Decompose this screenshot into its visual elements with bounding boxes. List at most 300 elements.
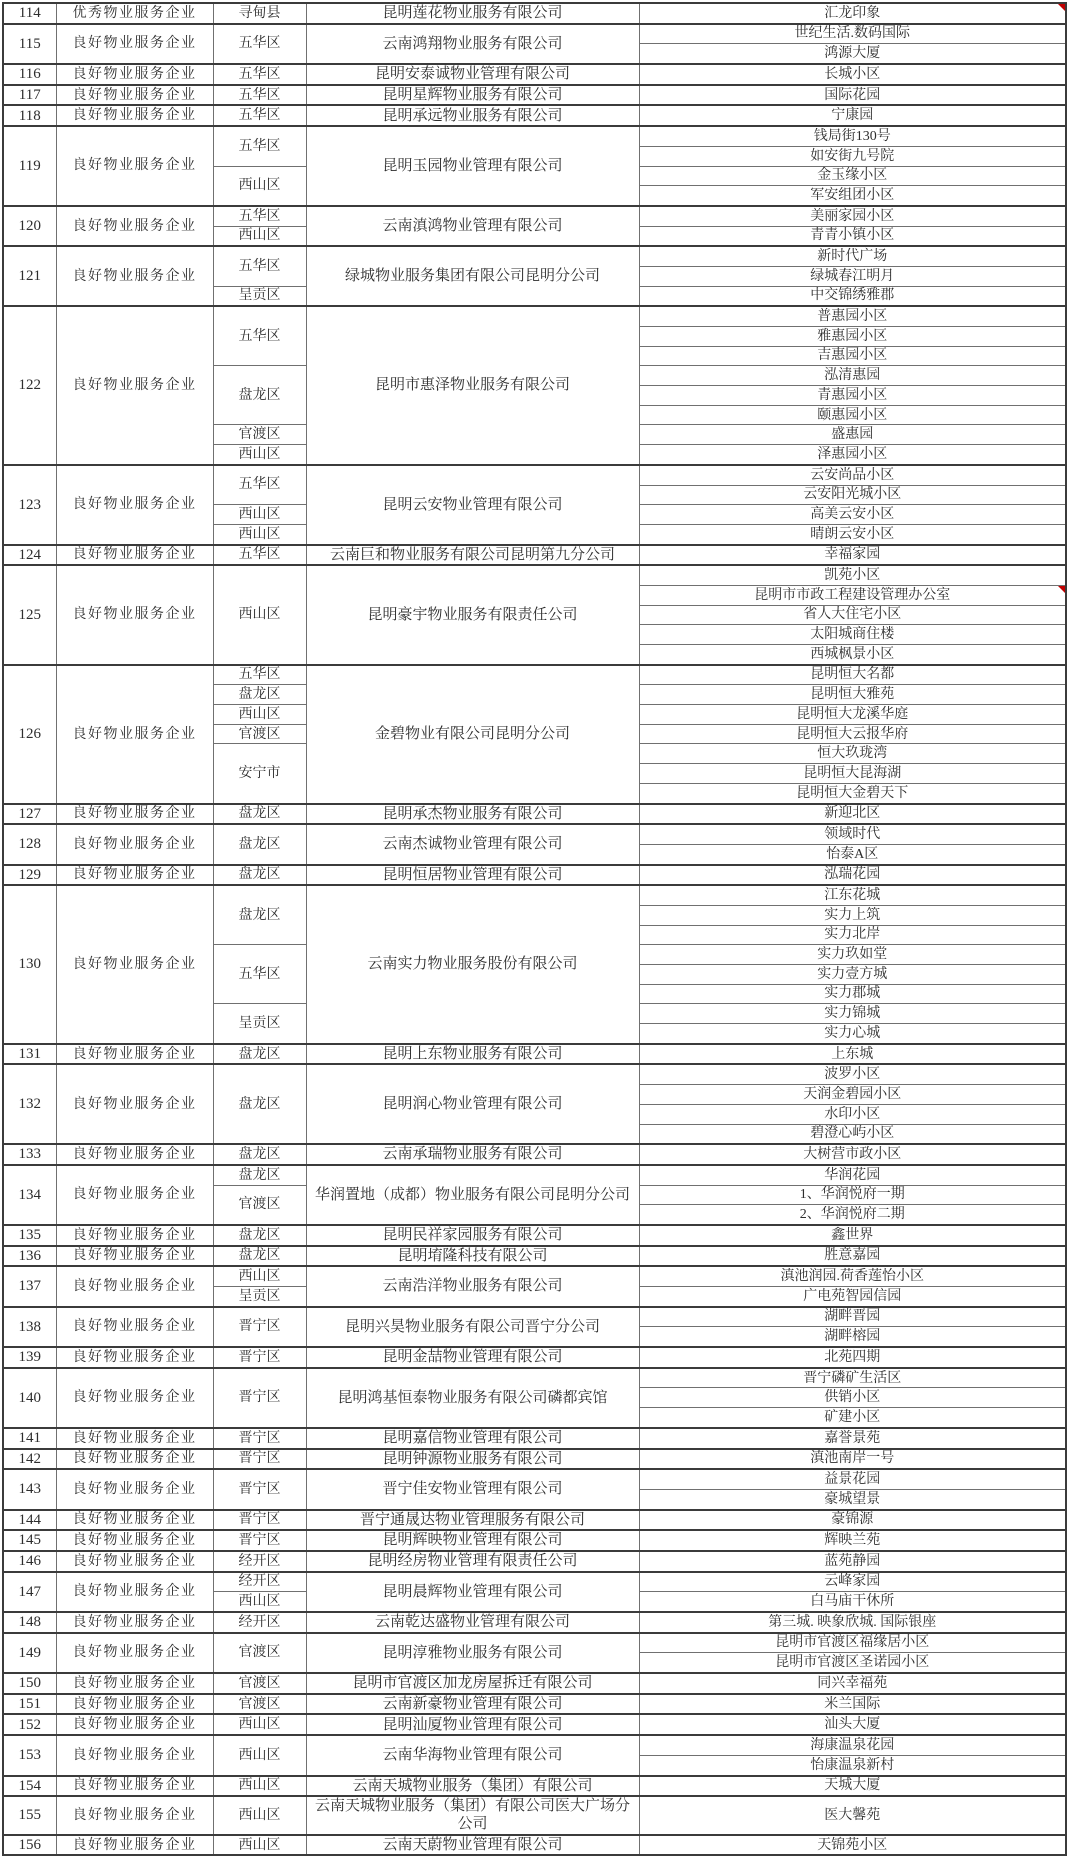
- row-number-cell-text: 153: [18, 1747, 41, 1764]
- district-cell: [213, 1004, 306, 1044]
- row-number-cell: [3, 1735, 56, 1775]
- district-cell: [213, 1796, 306, 1835]
- district-cell-text: 西山区: [238, 1269, 281, 1285]
- row-number-cell-text: 156: [18, 1836, 41, 1853]
- row-number-cell-text: 126: [18, 725, 41, 742]
- rating-cell-text: 良好物业服务企业: [72, 1778, 197, 1794]
- company-cell: [306, 824, 639, 864]
- district-cell: [213, 1144, 306, 1165]
- district-cell-text: 晋宁区: [238, 1533, 281, 1549]
- project-cell: [639, 1368, 1066, 1388]
- row-number-cell: [3, 1694, 56, 1715]
- project-cell: [639, 1673, 1066, 1694]
- row-number-cell: [3, 1428, 56, 1449]
- rating-cell: [56, 465, 213, 545]
- rating-cell-text: 良好物业服务企业: [72, 836, 197, 852]
- project-cell: [639, 804, 1066, 825]
- project-cell: [639, 585, 1066, 605]
- company-cell-text: 昆明兴昊物业服务有限公司晋宁分公司: [344, 1318, 600, 1335]
- project-cell-text: 广电苑智园信园: [803, 1288, 902, 1304]
- company-cell: [306, 1735, 639, 1775]
- rating-cell-text: 良好物业服务企业: [72, 547, 197, 563]
- district-cell: [213, 824, 306, 864]
- company-cell-text: 云南天城物业服务（集团）有限公司: [352, 1777, 593, 1794]
- project-cell-text: 汇龙印象: [824, 5, 881, 21]
- district-cell: [213, 1449, 306, 1470]
- project-cell-text: 昆明市官渡区圣诺园小区: [775, 1655, 930, 1671]
- project-cell: [639, 206, 1066, 226]
- project-cell-text: 滇池南岸一号: [810, 1451, 895, 1467]
- project-cell: [639, 64, 1066, 85]
- row-number-cell-text: 147: [18, 1583, 41, 1600]
- rating-cell-text: 良好物业服务企业: [72, 87, 197, 103]
- project-cell: [639, 665, 1066, 685]
- row-number-cell-text: 137: [18, 1278, 41, 1295]
- table-row: [3, 804, 1066, 825]
- district-cell: [213, 945, 306, 1004]
- district-cell: [213, 64, 306, 85]
- project-cell-text: 2、华润悦府二期: [799, 1207, 905, 1223]
- row-number-cell-text: 154: [18, 1777, 41, 1794]
- project-cell-text: 昆明市官渡区福缘居小区: [775, 1635, 930, 1651]
- district-cell: [213, 1592, 306, 1612]
- rating-cell: [56, 206, 213, 246]
- district-cell-text: 晋宁区: [238, 1512, 281, 1528]
- table-body: [3, 3, 1066, 1855]
- rating-cell: [56, 1347, 213, 1368]
- project-cell-text: 绿城春江明月: [810, 268, 895, 284]
- company-cell-text: 云南天城物业服务（集团）有限公司医大广场分公司: [314, 1798, 630, 1833]
- project-cell: [639, 744, 1066, 764]
- table-row: [3, 306, 1066, 326]
- row-number-cell: [3, 1714, 56, 1735]
- table-row: [3, 824, 1066, 844]
- row-number-cell-text: 132: [18, 1096, 41, 1113]
- table-row: [3, 1307, 1066, 1327]
- company-cell-text: 昆明市惠泽物业服务有限公司: [374, 377, 570, 394]
- table-row: [3, 1064, 1066, 1084]
- company-cell: [306, 1368, 639, 1428]
- project-cell: [639, 1633, 1066, 1653]
- row-number-cell-text: 120: [18, 217, 41, 234]
- row-number-cell-text: 141: [18, 1430, 41, 1446]
- district-cell-text: 西山区: [238, 178, 281, 194]
- district-cell-text: 安宁市: [238, 765, 281, 781]
- row-number-cell-text: 145: [18, 1532, 41, 1549]
- row-number-cell: [3, 1246, 56, 1267]
- rating-cell-text: 良好物业服务企业: [72, 806, 197, 822]
- district-cell-text: 西山区: [238, 1778, 281, 1794]
- rating-cell-text: 良好物业服务企业: [72, 1645, 197, 1661]
- district-cell: [213, 865, 306, 886]
- table-row: [3, 1165, 1066, 1185]
- district-cell: [213, 724, 306, 744]
- company-cell: [306, 1449, 639, 1470]
- district-cell-text: 晋宁区: [238, 1430, 281, 1446]
- project-cell: [639, 645, 1066, 665]
- company-cell-text: 昆明鸿基恒泰物业服务有限公司磷都宾馆: [337, 1389, 608, 1406]
- project-cell: [639, 1776, 1066, 1797]
- project-cell-text: 泽惠园小区: [817, 446, 888, 462]
- project-cell: [639, 565, 1066, 585]
- company-cell: [306, 1796, 639, 1835]
- project-cell-text: 湖畔榕园: [824, 1329, 881, 1345]
- rating-cell-text: 良好物业服务企业: [72, 1390, 197, 1406]
- row-number-cell: [3, 1633, 56, 1673]
- district-cell-text: 晋宁区: [238, 1390, 281, 1406]
- table-row: [3, 105, 1066, 126]
- project-cell: [639, 605, 1066, 625]
- project-cell: [639, 286, 1066, 306]
- row-number-cell: [3, 865, 56, 886]
- project-cell-text: 水印小区: [824, 1106, 881, 1122]
- project-cell-text: 青青小镇小区: [810, 228, 895, 244]
- district-cell-text: 西山区: [238, 1807, 281, 1823]
- company-cell-text: 昆明星辉物业服务有限公司: [382, 86, 563, 103]
- district-cell: [213, 1347, 306, 1368]
- project-cell-text: 医大馨苑: [824, 1807, 881, 1823]
- project-cell: [639, 1246, 1066, 1267]
- company-cell: [306, 804, 639, 825]
- row-number-cell-text: 140: [18, 1389, 41, 1406]
- project-cell: [639, 24, 1066, 44]
- project-cell: [639, 327, 1066, 347]
- rating-cell-text: 良好物业服务企业: [72, 1717, 197, 1733]
- row-number-cell: [3, 1835, 56, 1856]
- district-cell-text: 西山区: [238, 607, 281, 623]
- district-cell: [213, 1612, 306, 1633]
- company-cell-text: 金碧物业有限公司昆明分公司: [374, 725, 570, 742]
- project-cell-text: 金玉缘小区: [817, 168, 888, 184]
- row-number-cell-text: 121: [18, 268, 41, 285]
- project-cell-text: 白马庙干休所: [810, 1594, 895, 1610]
- project-cell-text: 华润花园: [824, 1167, 881, 1183]
- project-cell-text: 昆明恒大龙溪华庭: [796, 706, 909, 722]
- project-cell-text: 怡泰A区: [826, 846, 879, 862]
- district-cell-text: 晋宁区: [238, 1481, 281, 1497]
- district-cell: [213, 804, 306, 825]
- project-cell: [639, 366, 1066, 386]
- district-cell: [213, 885, 306, 945]
- row-number-cell-text: 148: [18, 1614, 41, 1631]
- district-cell-text: 五华区: [238, 208, 281, 224]
- district-cell: [213, 465, 306, 505]
- project-cell: [639, 1307, 1066, 1327]
- table-row: [3, 1633, 1066, 1653]
- row-number-cell: [3, 465, 56, 545]
- project-cell-text: 吉惠园小区: [817, 348, 888, 364]
- project-cell-text: 高美云安小区: [810, 506, 895, 522]
- company-cell-text: 昆明承远物业服务有限公司: [382, 107, 563, 124]
- rating-cell-text: 良好物业服务企业: [72, 378, 197, 394]
- project-cell: [639, 1225, 1066, 1246]
- project-cell-text: 云安阳光城小区: [803, 487, 902, 503]
- project-cell: [639, 1612, 1066, 1633]
- district-cell: [213, 1673, 306, 1694]
- row-number-cell-text: 122: [18, 377, 41, 394]
- row-number-cell: [3, 1044, 56, 1065]
- project-cell-text: 省人大住宅小区: [803, 607, 902, 623]
- row-number-cell: [3, 1796, 56, 1835]
- project-cell-text: 昆明恒大云报华府: [796, 726, 909, 742]
- row-number-cell-text: 151: [18, 1695, 41, 1712]
- table-row: [3, 1735, 1066, 1755]
- table-row: [3, 665, 1066, 685]
- company-cell-text: 昆明玉园物业管理有限公司: [382, 157, 563, 174]
- district-cell: [213, 1835, 306, 1856]
- project-cell: [639, 1044, 1066, 1065]
- district-cell-text: 官渡区: [238, 1645, 281, 1661]
- company-cell-text: 云南承瑞物业服务有限公司: [382, 1146, 563, 1163]
- district-cell: [213, 685, 306, 705]
- rating-cell: [56, 865, 213, 886]
- table-row: [3, 1551, 1066, 1572]
- company-cell: [306, 1347, 639, 1368]
- rating-cell-text: 良好物业服务企业: [72, 1747, 197, 1763]
- company-cell: [306, 1225, 639, 1246]
- district-cell: [213, 1266, 306, 1286]
- table-row: [3, 1612, 1066, 1633]
- district-cell-text: 西山区: [238, 1747, 281, 1763]
- project-cell: [639, 1489, 1066, 1509]
- row-number-cell: [3, 1530, 56, 1551]
- project-cell: [639, 1347, 1066, 1368]
- rating-cell-text: 良好物业服务企业: [72, 218, 197, 234]
- district-cell-text: 五华区: [238, 258, 281, 274]
- company-cell: [306, 1551, 639, 1572]
- table-row: [3, 246, 1066, 266]
- project-cell-text: 蓝苑静园: [824, 1553, 881, 1569]
- district-cell: [213, 206, 306, 226]
- district-cell-text: 盘龙区: [238, 687, 281, 703]
- project-cell: [639, 146, 1066, 166]
- row-number-cell: [3, 1449, 56, 1470]
- project-cell: [639, 1694, 1066, 1715]
- row-number-cell-text: 142: [18, 1450, 41, 1467]
- property-service-companies-table: [2, 2, 1067, 1856]
- company-cell-text: 昆明润心物业管理有限公司: [382, 1096, 563, 1113]
- row-number-cell: [3, 804, 56, 825]
- district-cell-text: 呈贡区: [238, 1016, 281, 1032]
- rating-cell: [56, 1225, 213, 1246]
- row-number-cell: [3, 1612, 56, 1633]
- rating-cell-text: 良好物业服务企业: [72, 1837, 197, 1853]
- district-cell-text: 五华区: [238, 87, 281, 103]
- project-cell-text: 实力心城: [824, 1025, 881, 1041]
- project-cell-text: 新迎北区: [824, 806, 881, 822]
- rating-cell-text: 良好物业服务企业: [72, 66, 197, 82]
- company-cell: [306, 665, 639, 804]
- project-cell-text: 矿建小区: [824, 1409, 881, 1425]
- project-cell: [639, 1449, 1066, 1470]
- project-cell: [639, 783, 1066, 803]
- project-cell-text: 领域时代: [824, 826, 881, 842]
- row-number-cell: [3, 1307, 56, 1347]
- rating-cell: [56, 1694, 213, 1715]
- company-cell: [306, 1144, 639, 1165]
- project-cell: [639, 166, 1066, 186]
- district-cell: [213, 1225, 306, 1246]
- rating-cell: [56, 824, 213, 864]
- project-cell-text: 美丽家园小区: [810, 208, 895, 224]
- project-cell-text: 北苑四期: [824, 1349, 881, 1365]
- row-number-cell: [3, 1469, 56, 1509]
- row-number-cell-text: 128: [18, 836, 41, 853]
- company-cell-text: 昆明经房物业管理有限责任公司: [367, 1553, 578, 1570]
- project-cell-text: 鑫世界: [831, 1227, 874, 1243]
- row-number-cell: [3, 1347, 56, 1368]
- district-cell-text: 盘龙区: [238, 387, 281, 403]
- row-number-cell-text: 136: [18, 1247, 41, 1264]
- company-cell-text: 昆明市官渡区加龙房屋拆迁有限公司: [352, 1675, 593, 1692]
- rating-cell-text: 良好物业服务企业: [72, 1187, 197, 1203]
- district-cell-text: 西山区: [238, 506, 281, 522]
- table-row: [3, 1449, 1066, 1470]
- district-cell: [213, 306, 306, 366]
- project-cell: [639, 685, 1066, 705]
- district-cell-text: 五华区: [238, 108, 281, 124]
- table-row: [3, 565, 1066, 585]
- project-cell: [639, 1004, 1066, 1024]
- rating-cell: [56, 1735, 213, 1775]
- project-cell: [639, 346, 1066, 366]
- project-cell-text: 西城枫景小区: [810, 646, 895, 662]
- rating-cell: [56, 126, 213, 206]
- row-number-cell: [3, 126, 56, 206]
- project-cell-text: 军安组团小区: [810, 187, 895, 203]
- project-cell-text: 第三城. 映象欣城. 国际银座: [768, 1614, 937, 1630]
- district-cell-text: 五华区: [238, 547, 281, 563]
- row-number-cell-text: 138: [18, 1318, 41, 1335]
- project-cell: [639, 1287, 1066, 1307]
- rating-cell: [56, 1633, 213, 1673]
- project-cell: [639, 1755, 1066, 1775]
- rating-cell-text: 良好物业服务企业: [72, 1807, 197, 1823]
- project-cell: [639, 965, 1066, 985]
- row-number-cell-text: 115: [18, 35, 41, 52]
- rating-cell-text: 良好物业服务企业: [72, 36, 197, 52]
- table-row: [3, 1776, 1066, 1797]
- district-cell: [213, 744, 306, 804]
- company-cell: [306, 1673, 639, 1694]
- project-cell: [639, 1085, 1066, 1105]
- rating-cell: [56, 1368, 213, 1428]
- district-cell-text: 五华区: [238, 138, 281, 154]
- project-cell: [639, 1653, 1066, 1673]
- company-cell-text: 云南实力物业服务股份有限公司: [367, 956, 578, 973]
- rating-cell-text: 良好物业服务企业: [72, 1430, 197, 1446]
- rating-cell: [56, 306, 213, 465]
- table-row: [3, 24, 1066, 44]
- row-number-cell-text: 129: [18, 866, 41, 883]
- rating-cell-text: 良好物业服务企业: [72, 607, 197, 623]
- project-cell-text: 嘉誉景苑: [824, 1430, 881, 1446]
- table-row: [3, 1572, 1066, 1592]
- district-cell-text: 寻甸县: [238, 5, 281, 21]
- district-cell: [213, 1735, 306, 1775]
- rating-cell: [56, 3, 213, 24]
- row-number-cell-text: 139: [18, 1349, 41, 1366]
- project-cell: [639, 545, 1066, 566]
- company-cell: [306, 1694, 639, 1715]
- project-cell: [639, 984, 1066, 1004]
- project-cell-text: 汕头大厦: [824, 1717, 881, 1733]
- project-cell: [639, 764, 1066, 784]
- rating-cell: [56, 1044, 213, 1065]
- row-number-cell: [3, 1572, 56, 1612]
- project-cell-text: 泓清惠园: [824, 368, 881, 384]
- project-cell: [639, 1551, 1066, 1572]
- project-cell: [639, 246, 1066, 266]
- rating-cell-text: 良好物业服务企业: [72, 956, 197, 972]
- district-cell: [213, 226, 306, 246]
- company-cell-text: 昆明莲花物业服务有限公司: [382, 5, 563, 22]
- company-cell: [306, 1307, 639, 1347]
- table-row: [3, 3, 1066, 24]
- comment-marker-icon: [1058, 4, 1065, 11]
- rating-cell-text: 良好物业服务企业: [72, 1451, 197, 1467]
- row-number-cell-text: 127: [18, 805, 41, 822]
- project-cell-text: 碧澄心屿小区: [810, 1126, 895, 1142]
- district-cell: [213, 105, 306, 126]
- project-cell: [639, 1735, 1066, 1755]
- company-cell-text: 云南巨和物业服务有限公司昆明第九分公司: [329, 546, 615, 563]
- project-cell-text: 普惠园小区: [817, 309, 888, 325]
- project-cell: [639, 44, 1066, 64]
- rating-cell: [56, 1428, 213, 1449]
- table-row: [3, 1225, 1066, 1246]
- table-row: [3, 865, 1066, 886]
- company-cell-text: 云南浩洋物业服务有限公司: [382, 1278, 563, 1295]
- project-cell-text: 云峰家园: [824, 1574, 881, 1590]
- district-cell: [213, 1044, 306, 1065]
- rating-cell: [56, 1307, 213, 1347]
- project-cell-text: 1、华润悦府一期: [799, 1187, 905, 1203]
- rating-cell: [56, 545, 213, 566]
- company-cell-text: 云南滇鸿物业管理有限公司: [382, 217, 563, 234]
- project-cell-text: 天润金碧园小区: [803, 1086, 902, 1102]
- project-cell: [639, 1064, 1066, 1084]
- row-number-cell: [3, 1165, 56, 1225]
- rating-cell: [56, 105, 213, 126]
- rating-cell: [56, 1469, 213, 1509]
- company-cell-text: 昆明辉映物业管理有限公司: [382, 1532, 563, 1549]
- company-cell-text: 昆明堉隆科技有限公司: [397, 1247, 548, 1264]
- company-cell-text: 昆明承杰物业服务有限公司: [382, 805, 563, 822]
- district-cell-text: 盘龙区: [238, 1046, 281, 1062]
- table-row: [3, 206, 1066, 226]
- district-cell-text: 晋宁区: [238, 1451, 281, 1467]
- district-cell-text: 五华区: [238, 966, 281, 982]
- row-number-cell: [3, 1368, 56, 1428]
- rating-cell: [56, 885, 213, 1044]
- company-cell-text: 晋宁佳安物业管理有限公司: [382, 1481, 563, 1498]
- project-cell-text: 江东花城: [824, 888, 881, 904]
- district-cell-text: 呈贡区: [238, 288, 281, 304]
- district-cell-text: 西山区: [238, 228, 281, 244]
- company-cell: [306, 545, 639, 566]
- district-cell-text: 经开区: [238, 1553, 281, 1569]
- row-number-cell-text: 149: [18, 1644, 41, 1661]
- district-cell: [213, 705, 306, 725]
- district-cell: [213, 1551, 306, 1572]
- row-number-cell: [3, 3, 56, 24]
- row-number-cell-text: 155: [18, 1807, 41, 1824]
- rating-cell-text: 良好物业服务企业: [72, 1584, 197, 1600]
- district-cell-text: 晋宁区: [238, 1319, 281, 1335]
- project-cell: [639, 1388, 1066, 1408]
- project-cell-text: 太阳城商住楼: [810, 627, 895, 643]
